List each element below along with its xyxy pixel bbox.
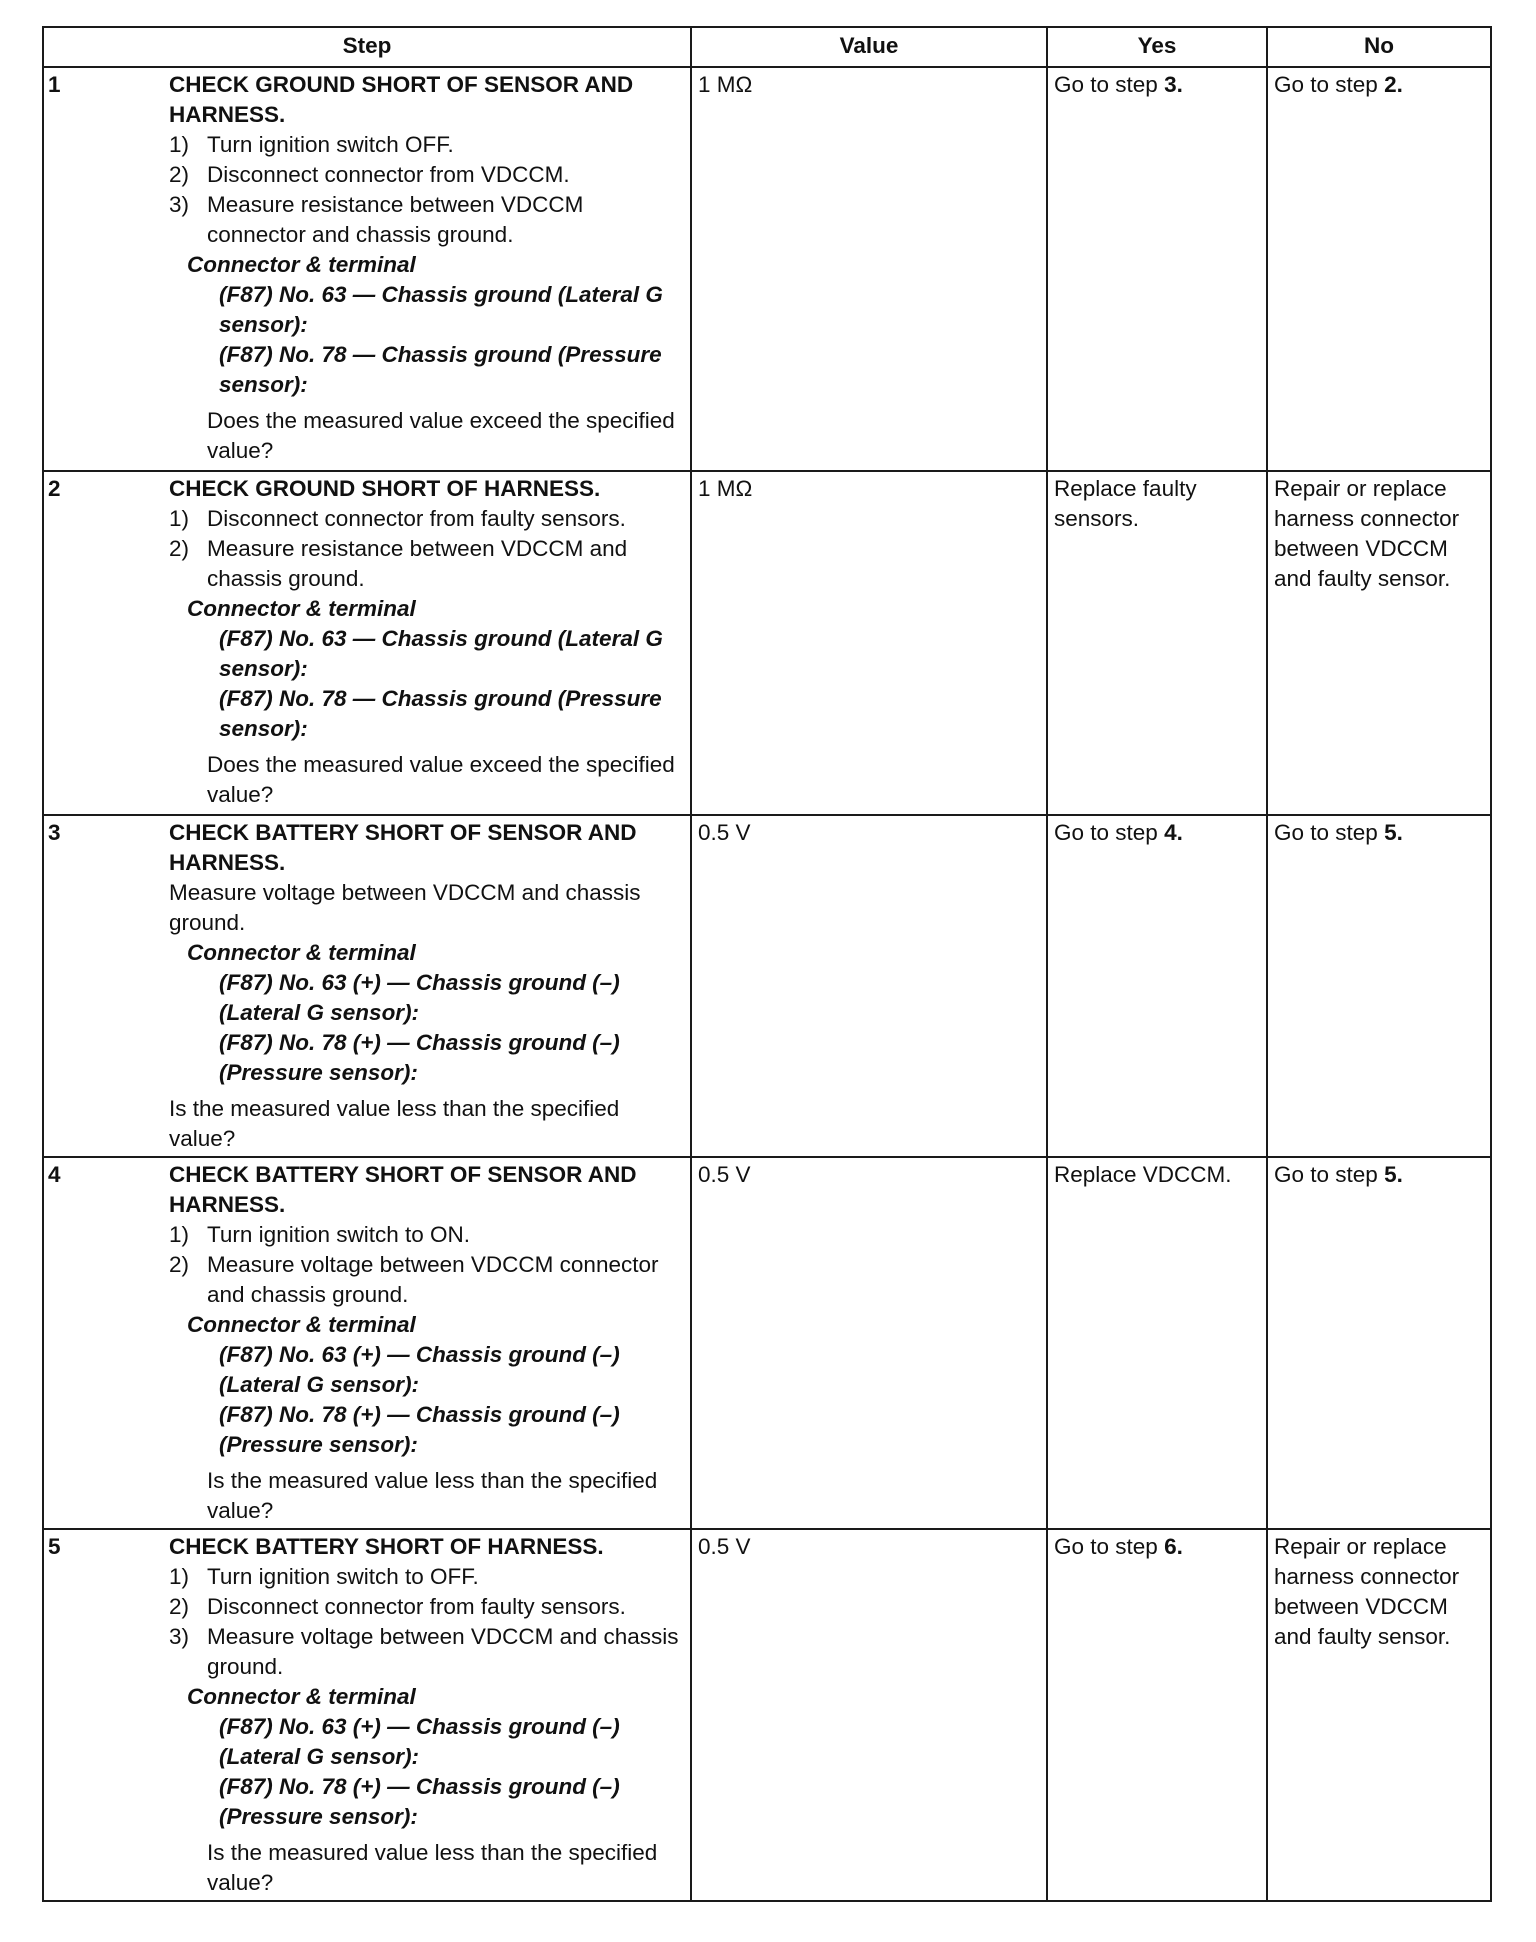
value-cell: 0.5 V — [691, 1157, 1047, 1529]
diagnostic-table — [42, 26, 1492, 1902]
yes-cell: Go to step 6. — [1047, 1529, 1267, 1901]
step-cell — [43, 471, 691, 815]
connector-terminal-heading: Connector & terminal — [187, 252, 416, 277]
connector-terminal-line: (F87) No. 78 — Chassis ground (Pressure sensor): — [219, 342, 662, 397]
connector-terminal-line: (F87) No. 78 (+) — Chassis ground (–) (Pressure sensor): — [219, 1774, 620, 1829]
step-title: CHECK BATTERY SHORT OF SENSOR AND HARNESS. — [169, 820, 637, 875]
connector-terminal-line: (F87) No. 63 — Chassis ground (Lateral G sensor): — [219, 626, 663, 681]
value-cell: 0.5 V — [691, 1529, 1047, 1901]
step-number: 3 — [48, 820, 61, 845]
step-cell — [43, 1529, 691, 1901]
step-item: 1) Turn ignition switch to OFF. — [169, 1564, 479, 1589]
value-cell: 1 MΩ — [691, 67, 1047, 471]
step-item: 2) Disconnect connector from faulty sensors. — [169, 1594, 626, 1619]
step-item: 2) Measure voltage between VDCCM connector and chassis ground. — [169, 1252, 659, 1307]
connector-terminal-line: (F87) No. 78 (+) — Chassis ground (–) (Pressure sensor): — [219, 1030, 620, 1085]
step-item: 1) Disconnect connector from faulty sensors. — [169, 506, 626, 531]
table-row — [43, 67, 1491, 471]
yes-cell: Replace faulty sensors. — [1047, 471, 1267, 815]
no-cell: Go to step 5. — [1267, 1157, 1491, 1529]
no-cell: Go to step 2. — [1267, 67, 1491, 471]
step-cell — [43, 1157, 691, 1529]
connector-terminal-line: (F87) No. 63 (+) — Chassis ground (–) (Lateral G sensor): — [219, 1342, 620, 1397]
yes-cell: Replace VDCCM. — [1047, 1157, 1267, 1529]
header-value: Value — [691, 27, 1047, 67]
step-cell — [43, 67, 691, 471]
header-row — [43, 27, 1491, 67]
step-item: 3) Measure resistance between VDCCM connector and chassis ground. — [169, 192, 584, 247]
step-question: Does the measured value exceed the specified value? — [207, 408, 675, 463]
table-row — [43, 1157, 1491, 1529]
step-number: 2 — [48, 476, 61, 501]
connector-terminal-heading: Connector & terminal — [187, 596, 416, 621]
connector-terminal-heading: Connector & terminal — [187, 1684, 416, 1709]
step-item: 2) Measure resistance between VDCCM and chassis ground. — [169, 536, 628, 591]
step-instruction: Measure voltage between VDCCM and chassis ground. — [169, 880, 641, 935]
step-title: CHECK GROUND SHORT OF HARNESS. — [169, 476, 601, 501]
step-question: Is the measured value less than the specified value? — [207, 1840, 658, 1895]
connector-terminal-line: (F87) No. 63 (+) — Chassis ground (–) (Lateral G sensor): — [219, 1714, 620, 1769]
no-cell: Repair or replace harness connector between VDCCM and faulty sensor. — [1267, 1529, 1491, 1901]
header-yes: Yes — [1047, 27, 1267, 67]
no-cell: Repair or replace harness connector between VDCCM and faulty sensor. — [1267, 471, 1491, 815]
connector-terminal-line: (F87) No. 63 (+) — Chassis ground (–) (Lateral G sensor): — [219, 970, 620, 1025]
connector-terminal-line: (F87) No. 78 — Chassis ground (Pressure sensor): — [219, 686, 662, 741]
step-item: 1) Turn ignition switch OFF. — [169, 132, 454, 157]
step-question: Is the measured value less than the specified value? — [207, 1468, 658, 1523]
header-no: No — [1267, 27, 1491, 67]
table-row — [43, 1529, 1491, 1901]
table-row — [43, 815, 1491, 1157]
step-item: 3) Measure voltage between VDCCM and chassis ground. — [169, 1624, 679, 1679]
connector-terminal-line: (F87) No. 63 — Chassis ground (Lateral G sensor): — [219, 282, 663, 337]
step-title: CHECK BATTERY SHORT OF HARNESS. — [169, 1534, 604, 1559]
connector-terminal-heading: Connector & terminal — [187, 1312, 416, 1337]
step-title: CHECK BATTERY SHORT OF SENSOR AND HARNESS. — [169, 1162, 637, 1217]
step-number: 4 — [48, 1162, 61, 1187]
value-cell: 0.5 V — [691, 815, 1047, 1157]
table-row — [43, 471, 1491, 815]
yes-cell: Go to step 3. — [1047, 67, 1267, 471]
step-number: 5 — [48, 1534, 61, 1559]
step-title: CHECK GROUND SHORT OF SENSOR AND HARNESS. — [169, 72, 634, 127]
step-item: 1) Turn ignition switch to ON. — [169, 1222, 471, 1247]
value-cell: 1 MΩ — [691, 471, 1047, 815]
step-cell — [43, 815, 691, 1157]
no-cell: Go to step 5. — [1267, 815, 1491, 1157]
step-question: Does the measured value exceed the specified value? — [207, 752, 675, 807]
step-number: 1 — [48, 72, 61, 97]
yes-cell: Go to step 4. — [1047, 815, 1267, 1157]
connector-terminal-heading: Connector & terminal — [187, 940, 416, 965]
step-item: 2) Disconnect connector from VDCCM. — [169, 162, 570, 187]
step-question: Is the measured value less than the specified value? — [169, 1096, 620, 1151]
header-step: Step — [43, 27, 691, 67]
connector-terminal-line: (F87) No. 78 (+) — Chassis ground (–) (Pressure sensor): — [219, 1402, 620, 1457]
